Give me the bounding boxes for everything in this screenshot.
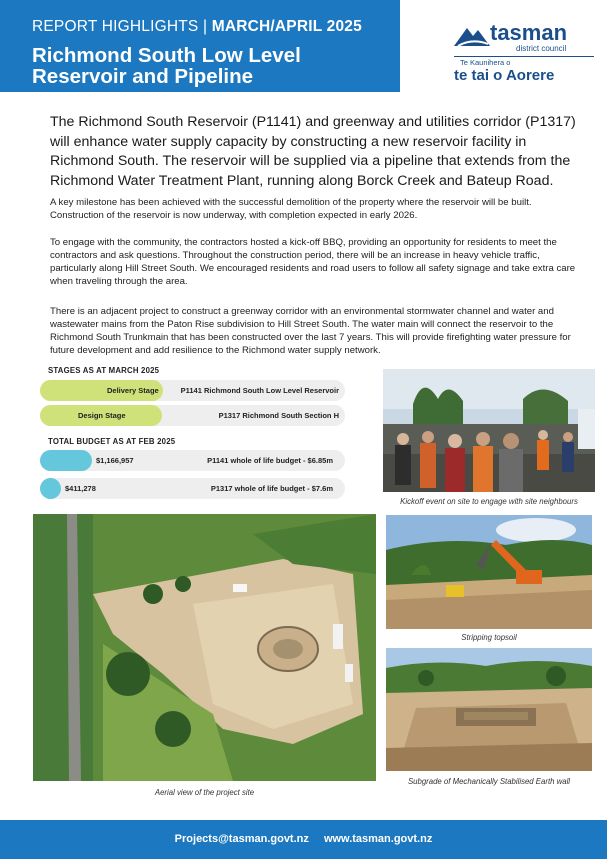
stage-row xyxy=(40,405,345,426)
logo-maori-line-1: Te Kaunihera o xyxy=(460,58,511,67)
budget-row xyxy=(40,450,345,471)
logo-maori-line-2: te tai o Aorere xyxy=(454,67,555,84)
kickoff-caption: Kickoff event on site to engage with site neighbours xyxy=(400,497,578,506)
mountain-logo-icon xyxy=(454,24,490,46)
budget-description: P1317 whole of life budget - $7.6m xyxy=(210,484,333,493)
stage-project: P1317 Richmond South Section H xyxy=(218,411,339,420)
stage-label: Design Stage xyxy=(78,411,126,420)
body-paragraph-2: To engage with the community, the contractors hosted a kick-off BBQ, providing an opportunity for residents to meet the contractors and ask questions. Throughout the construction period, there will be an increase in heavy vehicle traffic, particularly along Hill Street South. We encouraged residents and road users to follow all safety signage and take extra care when traveling through the area. xyxy=(50,237,576,287)
aerial-photo xyxy=(33,514,376,781)
body-paragraph-1: A key milestone has been achieved with the successful demolition of the property where the reservoir will be built. Construction of the reservoir is now underway, with completion expected in early 2026. xyxy=(50,197,532,221)
aerial-caption: Aerial view of the project site xyxy=(154,788,255,797)
topsoil-caption: Stripping topsoil xyxy=(461,633,517,642)
body-paragraph-3: There is an adjacent project to construct a greenway corridor with an environmental stormwater channel and water and wastewater mains from the Paton Rise subdivision to Hill Street South. The water main will connect the reservoir to the Richmond South Trunkmain that has been constructed over the last 7 years. This will provide firefighting water pressure for future development and add resilience to the Richmond water supply network. xyxy=(50,306,571,356)
stage-row xyxy=(40,380,345,401)
subgrade-photo xyxy=(386,648,592,771)
subgrade-caption: Subgrade of Mechanically Stabilised Earth wall xyxy=(407,777,571,786)
stage-label: Delivery Stage xyxy=(107,386,159,395)
website-link[interactable]: www.tasman.govt.nz xyxy=(323,833,433,845)
logo-wordmark: tasman xyxy=(490,20,568,45)
budget-heading: TOTAL BUDGET AS AT FEB 2025 xyxy=(48,437,176,446)
eyebrow-date: MARCH/APRIL 2025 xyxy=(211,18,362,35)
page-title xyxy=(32,45,301,87)
budget-amount: $1,166,957 xyxy=(96,456,134,465)
tasman-logo xyxy=(440,18,600,88)
stage-project: P1141 Richmond South Low Level Reservoir xyxy=(180,386,339,395)
title-line-1: Richmond South Low Level xyxy=(32,44,301,67)
budget-amount: $411,278 xyxy=(65,484,96,493)
eyebrow-label: REPORT HIGHLIGHTS | xyxy=(32,18,212,35)
intro-paragraph: The Richmond South Reservoir (P1141) and greenway and utilities corridor (P1317) will enhance water supply capacity by constructing a new reservoir facility in Richmond South. The reservoir will be supplied via a pipeline that extends from the Richmond Water Treatment Plant, running along Borck Creek and Bateup Road. xyxy=(50,114,576,189)
logo-subtitle: district council xyxy=(516,44,567,53)
logo-divider xyxy=(454,56,594,57)
kickoff-photo xyxy=(383,369,595,492)
budget-bar xyxy=(40,478,61,499)
report-eyebrow xyxy=(32,18,362,36)
contact-email-link[interactable]: Projects@tasman.govt.nz xyxy=(174,833,309,845)
budget-row xyxy=(40,478,345,499)
budget-bar xyxy=(40,450,92,471)
contact-footer xyxy=(0,820,607,859)
title-line-2: Reservoir and Pipeline xyxy=(32,65,254,88)
budget-description: P1141 whole of life budget - $6.85m xyxy=(207,456,333,465)
report-header xyxy=(0,0,400,92)
stages-heading: STAGES AS AT MARCH 2025 xyxy=(48,366,160,375)
topsoil-photo xyxy=(386,515,592,629)
